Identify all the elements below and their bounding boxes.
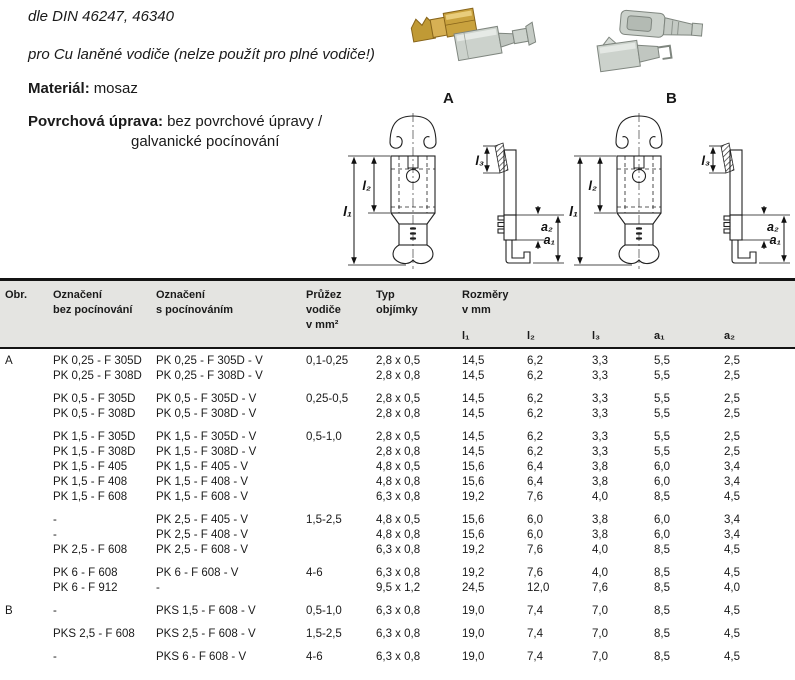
technical-drawing-a — [340, 110, 568, 272]
photo-label-b: B — [666, 90, 677, 107]
table-cell: 15,6 — [462, 475, 485, 488]
table-cell: 4,5 — [724, 650, 740, 663]
table-cell: 6,2 — [527, 354, 543, 367]
cell-obr: B — [5, 604, 13, 617]
table-cell: 3,3 — [592, 354, 608, 367]
table-cell: 6,2 — [527, 392, 543, 405]
table-cell: 14,5 — [462, 392, 485, 405]
cell-obr — [0, 642, 48, 665]
product-photo-a — [402, 4, 562, 92]
table-cell: PK 0,25 - F 305D — [53, 354, 142, 367]
table-cell: 12,0 — [527, 581, 550, 594]
table-cell: PK 2,5 - F 608 - V — [156, 543, 249, 556]
table-cell: 6,2 — [527, 407, 543, 420]
table-cell: 4,8 x 0,5 — [376, 513, 421, 526]
table-cell: 6,3 x 0,8 — [376, 604, 421, 617]
table-cell: 4,5 — [724, 543, 740, 556]
table-cell: PK 0,5 - F 308D — [53, 407, 136, 420]
din-standard-line: dle DIN 46247, 46340 — [28, 8, 174, 25]
table-cell: PK 0,25 - F 308D — [53, 369, 142, 382]
table-cell: 6,3 x 0,8 — [376, 490, 421, 503]
table-cell: 2,8 x 0,8 — [376, 445, 421, 458]
table-cell: - — [156, 581, 160, 594]
cell-obr — [0, 460, 48, 475]
table-cell: 5,5 — [654, 430, 670, 443]
table-cell: 3,3 — [592, 407, 608, 420]
table-cell: 8,5 — [654, 490, 670, 503]
table-row — [0, 596, 795, 619]
table-cell: 6,2 — [527, 369, 543, 382]
table-cell: 1,5-2,5 — [306, 627, 342, 640]
table-cell — [301, 407, 371, 422]
table-cell: PK 1,5 - F 308D - V — [156, 445, 257, 458]
table-cell: 8,5 — [654, 650, 670, 663]
table-cell: 14,5 — [462, 407, 485, 420]
table-row — [0, 445, 795, 460]
table-cell — [301, 369, 371, 384]
table-cell: 5,5 — [654, 354, 670, 367]
table-cell: PK 1,5 - F 405 — [53, 460, 128, 473]
table-row — [0, 348, 795, 369]
table-cell: 19,0 — [462, 627, 485, 640]
cell-obr — [0, 619, 48, 642]
dim-label-l3: l₃ — [701, 153, 710, 168]
cell-obr — [0, 581, 48, 596]
table-cell: 14,5 — [462, 354, 485, 367]
table-row — [0, 505, 795, 528]
table-cell: 3,8 — [592, 528, 608, 541]
table-cell: 3,8 — [592, 513, 608, 526]
cell-obr — [0, 475, 48, 490]
table-cell: 7,0 — [592, 627, 608, 640]
table-row — [0, 581, 795, 596]
table-cell: PK 2,5 - F 405 - V — [156, 513, 249, 526]
cell-obr: A — [5, 354, 13, 367]
table-cell: 3,8 — [592, 475, 608, 488]
table-cell: PK 0,5 - F 308D - V — [156, 407, 257, 420]
table-cell: 4,0 — [592, 566, 608, 579]
material-value: mosaz — [93, 80, 138, 97]
table-cell: 6,3 x 0,8 — [376, 543, 421, 556]
table-cell: 6,3 x 0,8 — [376, 650, 421, 663]
col-header-designation-plain: Označení bez pocínování — [53, 289, 133, 316]
col-header-l3: l₃ — [592, 329, 601, 342]
table-cell: 8,5 — [654, 627, 670, 640]
table-cell: 1,5-2,5 — [306, 513, 342, 526]
dim-label-a2: a₂ — [767, 220, 779, 234]
table-cell: 2,8 x 0,8 — [376, 369, 421, 382]
table-cell: 3,3 — [592, 392, 608, 405]
table-cell: 2,8 x 0,5 — [376, 392, 421, 405]
table-cell: 7,4 — [527, 650, 543, 663]
table-cell: 4-6 — [306, 566, 323, 579]
dim-label-a2: a₂ — [541, 220, 553, 234]
table-cell: 7,6 — [527, 566, 543, 579]
table-cell: PKS 2,5 - F 608 - V — [156, 627, 256, 640]
col-header-a1: a₁ — [654, 329, 665, 342]
surface-finish-label: Povrchová úprava: — [28, 113, 164, 130]
table-cell: 6,3 x 0,8 — [376, 566, 421, 579]
table-cell: 19,0 — [462, 650, 485, 663]
table-cell: 4,8 x 0,8 — [376, 475, 421, 488]
table-cell: 3,3 — [592, 445, 608, 458]
table-cell: 2,8 x 0,5 — [376, 354, 421, 367]
table-cell: 6,4 — [527, 475, 543, 488]
table-cell: PK 0,5 - F 305D — [53, 392, 136, 405]
table-cell: PK 0,25 - F 305D - V — [156, 354, 263, 367]
table-cell: 2,8 x 0,5 — [376, 430, 421, 443]
usage-note-line: pro Cu laněné vodiče (nelze použít pro plné vodiče!) — [28, 46, 375, 63]
table-cell: 7,4 — [527, 627, 543, 640]
table-row — [0, 619, 795, 642]
table-cell: 24,5 — [462, 581, 485, 594]
table-cell: 6,0 — [654, 460, 670, 473]
table-cell: 9,5 x 1,2 — [376, 581, 421, 594]
table-cell: 6,2 — [527, 430, 543, 443]
table-cell: 8,5 — [654, 543, 670, 556]
table-cell: PK 1,5 - F 608 — [53, 490, 128, 503]
table-cell: 3,4 — [724, 475, 740, 488]
table-row — [0, 543, 795, 558]
table-cell: 5,5 — [654, 369, 670, 382]
table-row — [0, 490, 795, 505]
table-cell: PK 6 - F 608 — [53, 566, 118, 579]
dim-label-l3: l₃ — [475, 153, 484, 168]
table-cell: 3,3 — [592, 430, 608, 443]
table-cell: 6,0 — [654, 513, 670, 526]
table-cell: 2,5 — [724, 369, 740, 382]
table-cell: 19,2 — [462, 566, 485, 579]
table-cell: 4,8 x 0,8 — [376, 528, 421, 541]
flag-terminal — [619, 10, 703, 41]
table-cell: 2,5 — [724, 392, 740, 405]
table-cell: 6,0 — [527, 528, 543, 541]
table-cell: 15,6 — [462, 513, 485, 526]
table-cell: 0,5-1,0 — [306, 430, 342, 443]
table-cell: PK 1,5 - F 405 - V — [156, 460, 249, 473]
table-body — [0, 348, 795, 665]
table-cell: 7,6 — [527, 490, 543, 503]
table-cell: 4,5 — [724, 604, 740, 617]
table-cell: PKS 6 - F 608 - V — [156, 650, 247, 663]
dim-label-l2: l₂ — [588, 178, 597, 193]
table-cell — [301, 528, 371, 543]
table-cell: 2,5 — [724, 430, 740, 443]
table-cell — [301, 460, 371, 475]
table-cell: PK 1,5 - F 408 - V — [156, 475, 249, 488]
table-cell: 3,4 — [724, 513, 740, 526]
cell-obr — [0, 384, 48, 407]
dim-label-l1: l₁ — [343, 203, 352, 219]
col-header-sleeve-type: Typ objímky — [376, 289, 418, 316]
table-cell: PK 2,5 - F 408 - V — [156, 528, 249, 541]
product-photo-b — [592, 4, 752, 92]
table-row — [0, 642, 795, 665]
cell-obr — [0, 528, 48, 543]
surface-finish-value2: galvanické pocínování — [131, 133, 280, 150]
technical-drawing-b — [566, 110, 794, 277]
table-cell: 3,8 — [592, 460, 608, 473]
table-cell: - — [53, 528, 57, 541]
table-cell: 3,4 — [724, 528, 740, 541]
table-cell: PK 2,5 - F 608 — [53, 543, 128, 556]
table-cell: 15,6 — [462, 528, 485, 541]
dim-label-a1: a₁ — [769, 233, 781, 247]
table-cell: 6,4 — [527, 460, 543, 473]
table-cell: 2,5 — [724, 407, 740, 420]
table-row — [0, 407, 795, 422]
table-cell: 3,4 — [724, 460, 740, 473]
table-cell: 14,5 — [462, 445, 485, 458]
table-cell: 7,0 — [592, 604, 608, 617]
table-cell: PK 0,5 - F 305D - V — [156, 392, 257, 405]
col-header-l1: l₁ — [462, 329, 470, 342]
table-cell: 0,1-0,25 — [306, 354, 349, 367]
table-row — [0, 528, 795, 543]
table-cell: 8,5 — [654, 581, 670, 594]
table-cell: PKS 2,5 - F 608 — [53, 627, 135, 640]
cell-obr — [0, 490, 48, 505]
spec-table-wrap — [0, 278, 795, 665]
table-cell: 19,2 — [462, 543, 485, 556]
table-cell: 6,2 — [527, 445, 543, 458]
table-cell: 6,0 — [654, 475, 670, 488]
table-cell: 7,0 — [592, 650, 608, 663]
table-cell: - — [53, 513, 57, 526]
table-cell: PK 1,5 - F 408 — [53, 475, 128, 488]
front-dimensions — [348, 156, 406, 265]
surface-finish-line — [28, 113, 322, 130]
table-cell: PK 1,5 - F 308D — [53, 445, 136, 458]
surface-finish-value1: bez povrchové úpravy / — [167, 113, 323, 130]
front-view — [390, 113, 436, 269]
table-header — [0, 280, 795, 348]
technical-drawing-a — [566, 110, 794, 272]
col-header-a2: a₂ — [724, 329, 736, 342]
table-cell: PK 6 - F 912 — [53, 581, 118, 594]
table-cell: 2,5 — [724, 354, 740, 367]
table-cell: 7,6 — [527, 543, 543, 556]
cell-obr — [0, 445, 48, 460]
cell-obr — [0, 543, 48, 558]
table-cell: 3,3 — [592, 369, 608, 382]
col-header-l2: l₂ — [527, 329, 535, 342]
side-view — [495, 143, 530, 263]
cell-obr — [0, 422, 48, 445]
table-cell: PK 0,25 - F 308D - V — [156, 369, 263, 382]
material-line — [28, 80, 138, 97]
table-cell: 6,0 — [527, 513, 543, 526]
table-cell: PK 1,5 - F 608 - V — [156, 490, 249, 503]
col-header-cross-section: Průžez vodiče v mm² — [306, 289, 342, 331]
table-cell: 7,6 — [592, 581, 608, 594]
table-cell: 4,8 x 0,5 — [376, 460, 421, 473]
table-cell: 4,0 — [724, 581, 740, 594]
table-cell: 7,4 — [527, 604, 543, 617]
table-cell: 14,5 — [462, 369, 485, 382]
dim-label-l2: l₂ — [362, 178, 371, 193]
table-cell: 4,0 — [592, 543, 608, 556]
table-cell: 4,0 — [592, 490, 608, 503]
table-cell — [301, 490, 371, 505]
dim-label-a1: a₁ — [543, 233, 555, 247]
table-cell: 0,25-0,5 — [306, 392, 349, 405]
table-cell: 8,5 — [654, 604, 670, 617]
table-cell: PKS 1,5 - F 608 - V — [156, 604, 256, 617]
table-cell: 5,5 — [654, 445, 670, 458]
table-cell: 0,5-1,0 — [306, 604, 342, 617]
cell-obr — [0, 558, 48, 581]
table-cell: PK 1,5 - F 305D — [53, 430, 136, 443]
table-cell: 5,5 — [654, 407, 670, 420]
table-cell: 6,0 — [654, 528, 670, 541]
table-cell: PK 1,5 - F 305D - V — [156, 430, 257, 443]
table-cell: 6,3 x 0,8 — [376, 627, 421, 640]
table-cell: - — [53, 604, 57, 617]
col-header-designation-tinned: Označení s pocínováním — [156, 289, 234, 316]
table-row — [0, 384, 795, 407]
table-row — [0, 558, 795, 581]
col-header-obr: Obr. — [5, 289, 28, 301]
cell-obr — [0, 369, 48, 384]
material-label: Materiál: — [28, 80, 90, 97]
table-cell: 19,0 — [462, 604, 485, 617]
table-cell: 4,5 — [724, 627, 740, 640]
dim-label-l1: l₁ — [569, 203, 578, 219]
table-cell — [301, 543, 371, 558]
table-row — [0, 460, 795, 475]
table-cell: PK 6 - F 608 - V — [156, 566, 239, 579]
table-cell — [301, 445, 371, 460]
table-cell: 4,5 — [724, 490, 740, 503]
front-view — [616, 113, 662, 269]
table-cell: 2,5 — [724, 445, 740, 458]
col-header-dimensions: Rozměry v mm — [462, 289, 509, 316]
table-cell: 4-6 — [306, 650, 323, 663]
table-row — [0, 422, 795, 445]
table-cell: - — [53, 650, 57, 663]
table-cell: 2,8 x 0,8 — [376, 407, 421, 420]
side-view — [721, 143, 756, 263]
table-cell — [301, 581, 371, 596]
spec-table — [0, 278, 795, 665]
table-cell: 14,5 — [462, 430, 485, 443]
table-cell — [301, 475, 371, 490]
front-dimensions — [574, 156, 632, 265]
cell-obr — [0, 505, 48, 528]
table-cell: 4,5 — [724, 566, 740, 579]
table-cell: 15,6 — [462, 460, 485, 473]
table-row — [0, 475, 795, 490]
table-row — [0, 369, 795, 384]
table-cell: 8,5 — [654, 566, 670, 579]
table-cell: 5,5 — [654, 392, 670, 405]
photo-label-a: A — [443, 90, 454, 107]
table-cell: 19,2 — [462, 490, 485, 503]
cell-obr — [0, 407, 48, 422]
